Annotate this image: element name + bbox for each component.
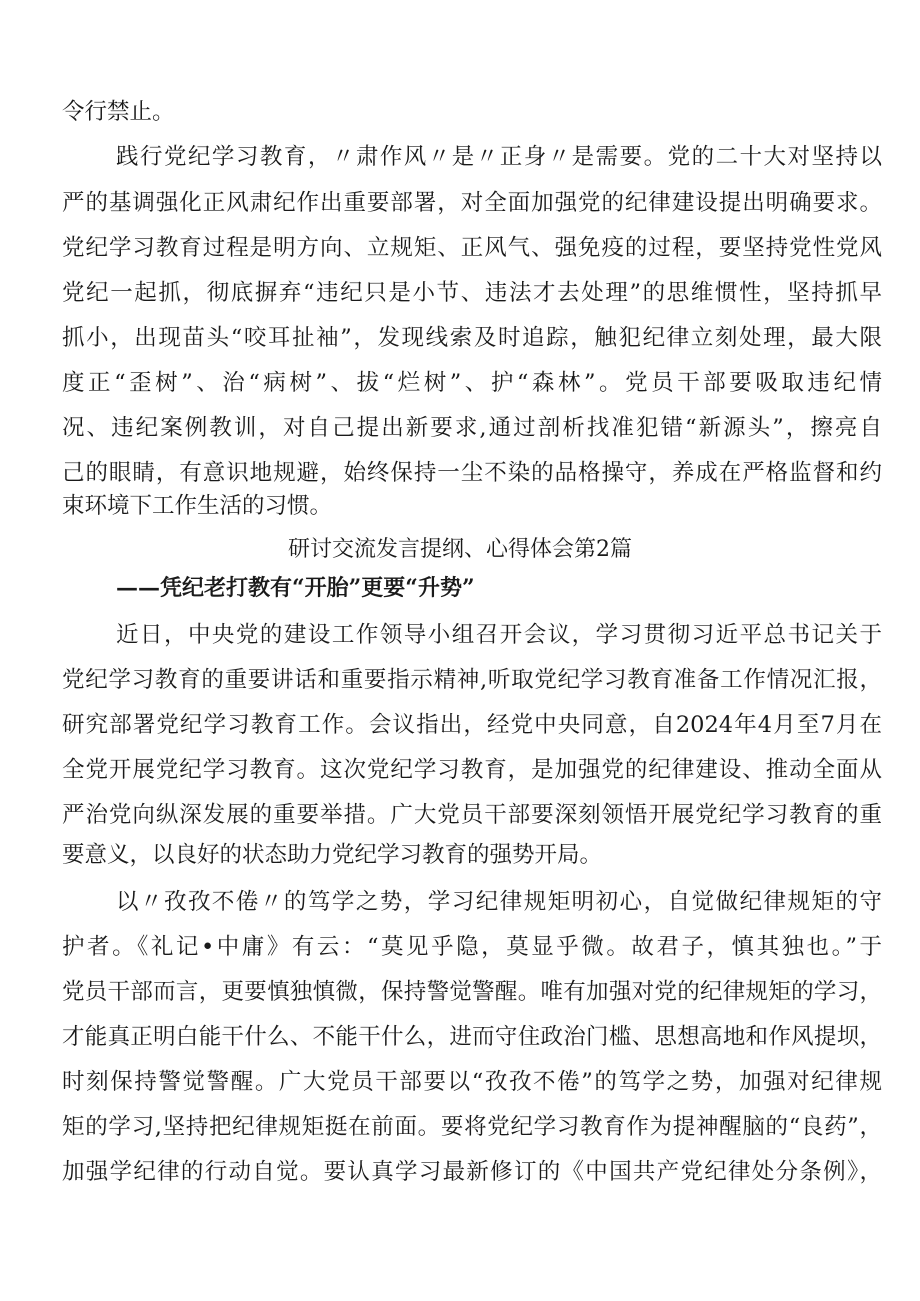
paragraph-line: 党员干部而言，更要慎独慎微，保持警觉警醒。唯有加强对党的纪律规矩的学习， <box>62 979 882 1005</box>
paragraph-line: 全党开展党纪学习教育。这次党纪学习教育，是加强党的纪律建设、推动全面从 <box>62 757 882 783</box>
section-heading: 研讨交流发言提纲、心得体会第2篇 <box>288 537 632 562</box>
paragraph-line: 抓小，出现苗头“咬耳扯袖”，发现线索及时追踪，触犯纪律立刻处理，最大限 <box>62 325 882 351</box>
paragraph-line: 研究部署党纪学习教育工作。会议指出，经党中央同意，自2024年4月至7月在 <box>62 712 882 738</box>
paragraph-line: 才能真正明白能干什么、不能干什么，进而守住政治门槛、思想高地和作风提坝， <box>62 1024 882 1050</box>
paragraph-line: 矩的学习,坚持把纪律规矩挺在前面。要将党纪学习教育作为提神醒脑的“良药”， <box>62 1114 882 1140</box>
paragraph-line: 束环境下工作生活的习惯。 <box>62 493 333 519</box>
paragraph-line: 况、违纪案例教训，对自己提出新要求,通过剖析找准犯错“新源头”，擦亮自 <box>62 415 882 441</box>
paragraph-line: 以〃孜孜不倦〃的笃学之势，学习纪律规矩明初心，自觉做纪律规矩的守 <box>116 889 882 915</box>
paragraph-line: 加强学纪律的行动自觉。要认真学习最新修订的《中国共产党纪律处分条例》， <box>62 1159 882 1185</box>
paragraph-line: 令行禁止。 <box>62 99 175 125</box>
paragraph-line: 时刻保持警觉警醒。广大党员干部要以“孜孜不倦”的笃学之势，加强对纪律规 <box>62 1069 882 1095</box>
paragraph-line: 度正“歪树”、治“病树”、拔“烂树”、护“森林”。党员干部要吸取违纪情 <box>62 370 882 396</box>
paragraph-line: 严的基调强化正风肃纪作出重要部署，对全面加强党的纪律建设提出明确要求。 <box>62 190 882 216</box>
paragraph-line: 党纪一起抓，彻底摒弃“违纪只是小节、违法才去处理”的思维惯性，坚持抓早 <box>62 280 882 306</box>
paragraph-line: 践行党纪学习教育，〃肃作风〃是〃正身〃是需要。党的二十大对坚持以 <box>116 144 882 170</box>
paragraph-line: 党纪学习教育过程是明方向、立规矩、正风气、强免疫的过程，要坚持党性党风 <box>62 235 882 261</box>
section-subtitle: ——凭纪老打教有“开胎”更要“升势” <box>116 575 475 601</box>
paragraph-line: 要意义，以良好的状态助力党纪学习教育的强势开局。 <box>62 842 603 868</box>
paragraph-line: 党纪学习教育的重要讲话和重要指示精神,听取党纪学习教育准备工作情况汇报， <box>62 667 882 693</box>
paragraph-line: 护者。《礼记•中庸》有云：“莫见乎隐，莫显乎微。故君子，慎其独也。”于 <box>62 934 882 960</box>
paragraph-line: 近日，中央党的建设工作领导小组召开会议，学习贯彻习近平总书记关于 <box>116 622 882 648</box>
paragraph-line: 己的眼睛，有意识地规避，始终保持一尘不染的品格操守，养成在严格监督和约 <box>62 460 882 486</box>
paragraph-line: 严治党向纵深发展的重要举措。广大党员干部要深刻领悟开展党纪学习教育的重 <box>62 802 882 828</box>
